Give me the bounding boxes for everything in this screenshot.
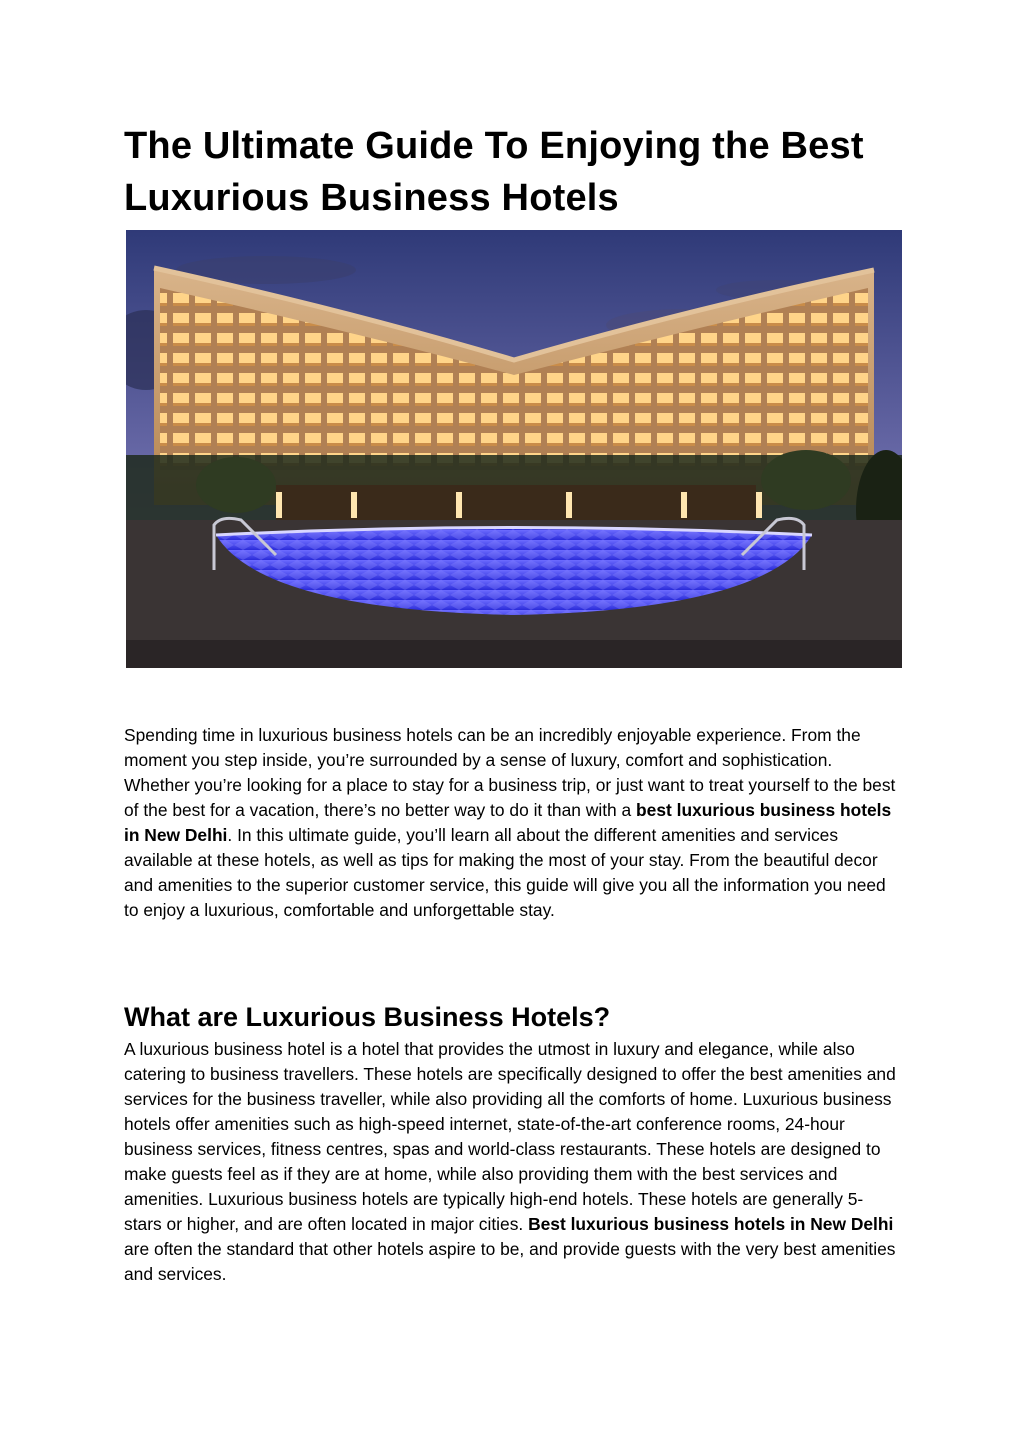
title-line-1: The Ultimate Guide To Enjoying the Best: [124, 125, 864, 167]
intro-bold-link-text: best luxurious business hotels in New Delhi: [124, 800, 892, 845]
hotel-pool-photo: [126, 230, 902, 668]
intro-text-2: . In this ultimate guide, you’ll learn all about the different amenities and services available at these hotels, as well as tips for making the most of your stay. From the beautiful decor and amenities to the superior customer service, this guide will give you all the information you need to enjoy a luxurious, comfortable and unforgettable stay.: [124, 825, 886, 920]
title-line-2: Luxurious Business Hotels: [124, 177, 619, 219]
intro-paragraph: [124, 723, 899, 923]
section-paragraph: [124, 1037, 899, 1287]
section-text-1: A luxurious business hotel is a hotel that provides the utmost in luxury and elegance, while also catering to business travellers. These hotels are specifically designed to offer the best amenities and services for the business traveller, while also providing all the comforts of home. Luxurious business hotels offer amenities such as high-speed internet, state-of-the-art conference rooms, 24-hour business services, fitness centres, spas and world-class restaurants. These hotels are designed to make guests feel as if they are at home, while also providing them with the best services and amenities. Luxurious business hotels are typically high-end hotels. These hotels are generally 5-stars or higher, and are often located in major cities.: [124, 1039, 896, 1234]
section-heading: What are Luxurious Business Hotels?: [124, 1002, 611, 1032]
section-bold-text: Best luxurious business hotels in New Delhi: [528, 1214, 894, 1234]
page-title: [124, 120, 904, 224]
intro-text-1: Spending time in luxurious business hotels can be an incredibly enjoyable experience. From the moment you step inside, you’re surrounded by a sense of luxury, comfort and sophistication. Whether you’re looking for a place to stay for a business trip, or just want to treat yourself to the best of the best for a vacation, there’s no better way to do it than with a: [124, 725, 896, 820]
section-text-2: are often the standard that other hotels aspire to be, and provide guests with the very best amenities and services.: [124, 1239, 896, 1284]
